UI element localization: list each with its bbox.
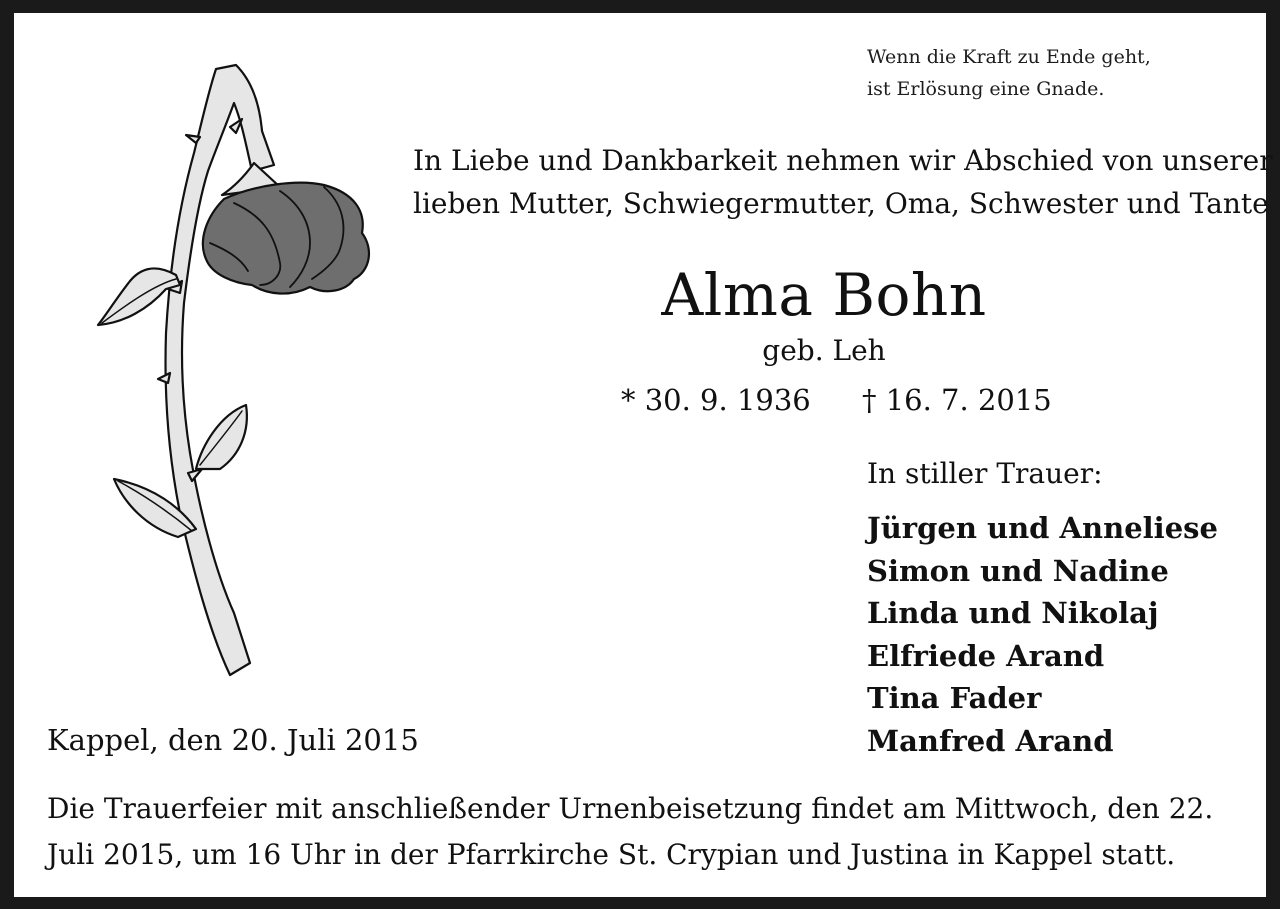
intro-line-1: In Liebe und Dankbarkeit nehmen wir Abschied von unserer <box>413 144 1273 177</box>
funeral-notice: Die Trauerfeier mit anschließender Urnenbeisetzung findet am Mittwoch, den 22. Juli 2015, um 16 Uhr in der Pfarrkirche St. Crypian und Justina in Kappel statt. <box>47 792 1214 871</box>
mourner-name: Jürgen und Anneliese <box>867 511 1218 545</box>
mourner-name: Tina Fader <box>867 681 1042 715</box>
mourner-name: Simon und Nadine <box>867 553 1169 588</box>
birth-date: * 30. 9. 1936 <box>621 383 811 417</box>
quote-line-2: ist Erlösung eine Gnade. <box>867 78 1105 100</box>
quote-line-1: Wenn die Kraft zu Ende geht, <box>867 46 1151 68</box>
mourner-name: Manfred Arand <box>867 723 1114 758</box>
obituary-card <box>14 13 1273 897</box>
mourners-list <box>867 507 1218 762</box>
deceased-name: Alma Bohn <box>661 261 987 329</box>
intro-line-2: lieben Mutter, Schwiegermutter, Oma, Schwester und Tante <box>413 187 1269 220</box>
maiden-name: geb. Leh <box>762 334 886 367</box>
death-date: † 16. 7. 2015 <box>862 383 1052 417</box>
mourning-label: In stiller Trauer: <box>867 457 1103 490</box>
place-date: Kappel, den 20. Juli 2015 <box>47 723 419 757</box>
mourner-name: Linda und Nikolaj <box>867 596 1159 630</box>
mourner-name: Elfriede Arand <box>867 638 1105 673</box>
